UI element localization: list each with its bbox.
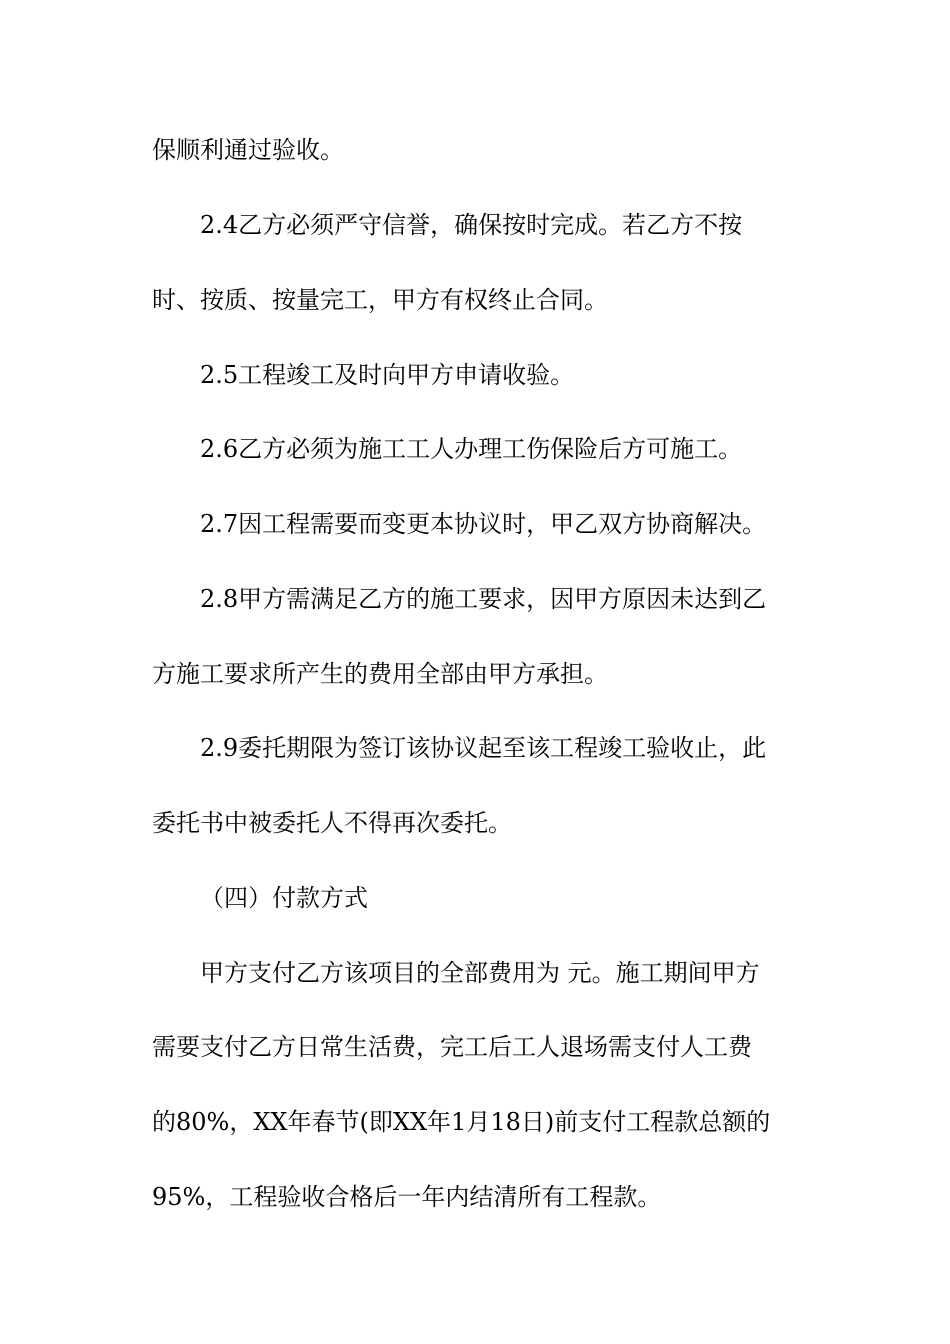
clause-2-7: 2.7因工程需要而变更本协议时，甲乙双方协商解决。 (200, 510, 767, 538)
clause-2-5: 2.5工程竣工及时向甲方申请收验。 (200, 361, 575, 389)
payment-line-4: 95%，工程验收合格后一年内结清所有工程款。 (152, 1183, 662, 1211)
payment-line-1: 甲方支付乙方该项目的全部费用为 元。施工期间甲方 (200, 959, 760, 987)
clause-2-6: 2.6乙方必须为施工工人办理工伤保险后方可施工。 (200, 435, 743, 463)
clause-2-9-line-2: 委托书中被委托人不得再次委托。 (152, 809, 512, 837)
payment-line-3: 的80%，XX年春节(即XX年1月18日)前支付工程款总额的 (152, 1108, 771, 1136)
section-heading-payment: （四）付款方式 (200, 884, 368, 912)
payment-line-2: 需要支付乙方日常生活费，完工后工人退场需支付人工费 (152, 1033, 752, 1061)
clause-2-8-line-2: 方施工要求所产生的费用全部由甲方承担。 (152, 660, 608, 688)
clause-2-4-line-2: 时、按质、按量完工，甲方有权终止合同。 (152, 286, 608, 314)
clause-2-8-line-1: 2.8甲方需满足乙方的施工要求，因甲方原因未达到乙 (200, 585, 767, 613)
clause-2-4-line-1: 2.4乙方必须严守信誉，确保按时完成。若乙方不按 (200, 211, 743, 239)
text-line-1: 保顺利通过验收。 (152, 136, 344, 164)
clause-2-9-line-1: 2.9委托期限为签订该协议起至该工程竣工验收止，此 (200, 734, 767, 762)
